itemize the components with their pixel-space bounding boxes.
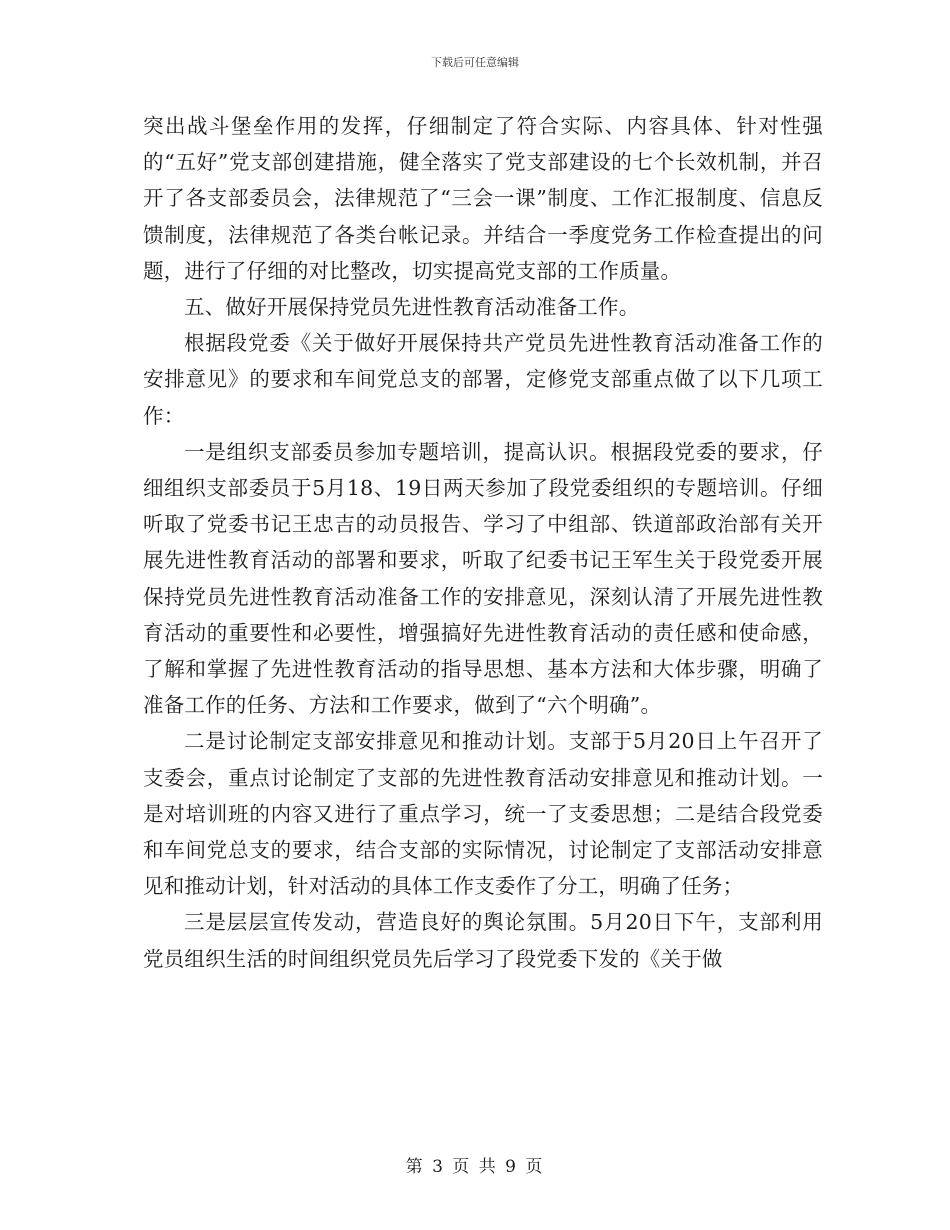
- paragraph-item-2: 二是讨论制定支部安排意见和推动计划。支部于5月20日上午召开了支委会，重点讨论制定了支部的先进性教育活动安排意见和推动计划。一是对培训班的内容又进行了重点学习，统一了支委思想；二是结合段党委和车间党总支的要求，结合支部的实际情况，讨论制定了支部活动安排意见和推动计划，针对活动的具体工作支委作了分工，明确了任务；: [143, 729, 823, 899]
- paragraph-continuation: 突出战斗堡垒作用的发挥，仔细制定了符合实际、内容具体、针对性强的“五好”党支部创建措施，健全落实了党支部建设的七个长效机制，并召开了各支部委员会，法律规范了“三会一课”制度、工作汇报制度、信息反馈制度，法律规范了各类台帐记录。并结合一季度党务工作检查提出的问题，进行了仔细的对比整改，切实提高党支部的工作质量。: [143, 114, 823, 283]
- document-body: [143, 108, 823, 977]
- paragraph-item-3: 三是层层宣传发动，营造良好的舆论氛围。5月20日下午，支部利用党员组织生活的时间组织党员先后学习了段党委下发的《关于做: [143, 910, 823, 971]
- paragraph-intro: 根据段党委《关于做好开展保持共产党员先进性教育活动准备工作的安排意见》的要求和车间党总支的部署，定修党支部重点做了以下几项工作：: [143, 331, 823, 428]
- page-number: 第 3 页 共 9 页: [405, 1157, 545, 1177]
- page-header: 下载后可任意编辑: [431, 56, 519, 69]
- paragraph-item-1: 一是组织支部委员参加专题培训，提高认识。根据段党委的要求，仔细组织支部委员于5月18、19日两天参加了段党委组织的专题培训。仔细听取了党委书记王忠吉的动员报告、学习了中组部、铁道部政治部有关开展先进性教育活动的部署和要求，听取了纪委书记王军生关于段党委开展保持党员先进性教育活动准备工作的安排意见，深刻认清了开展先进性教育活动的重要性和必要性，增强搞好先进性教育活动的责任感和使命感，了解和掌握了先进性教育活动的指导思想、基本方法和大体步骤，明确了准备工作的任务、方法和工作要求，做到了“六个明确”。: [143, 439, 823, 718]
- section-heading: 五、做好开展保持党员先进性教育活动准备工作。: [184, 295, 640, 320]
